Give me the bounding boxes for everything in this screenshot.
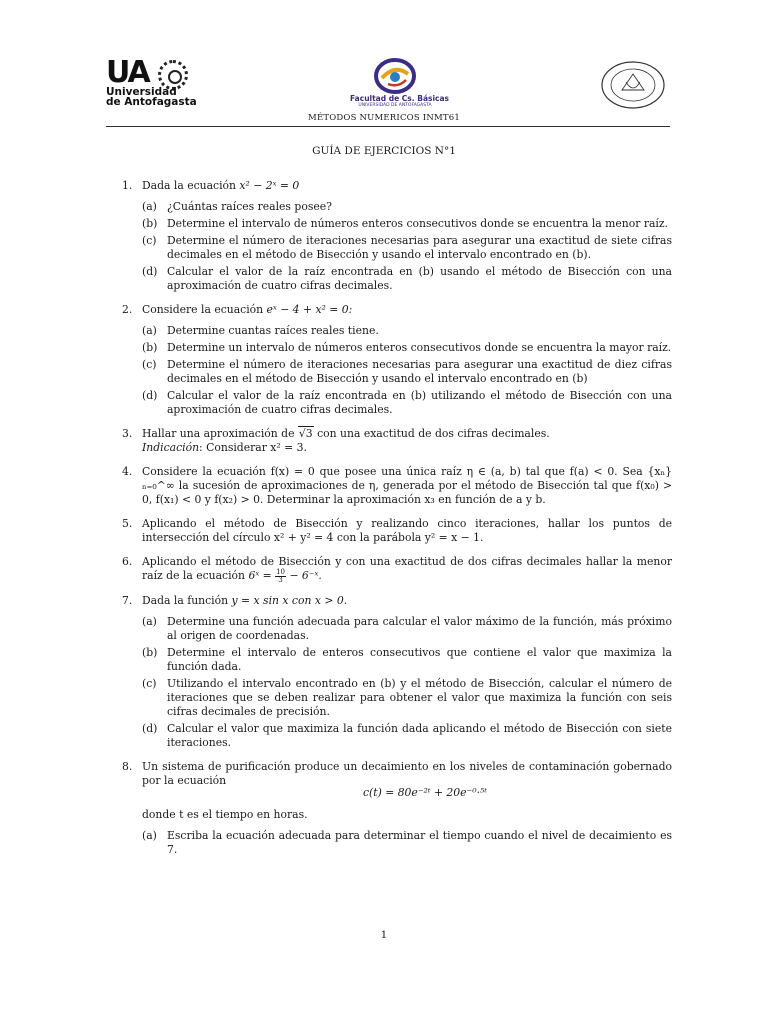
problem-text: Considere la ecuación xyxy=(142,303,264,316)
problem-text: Un sistema de purificación produce un decaimiento en los niveles de contaminación gobernado por la ecuación xyxy=(142,760,672,787)
list-item: (d) Calcular el valor de la raíz encontrada en (b) utilizando el método de Bisección con una aproximación de cuatro cifras decimales. xyxy=(142,389,672,416)
problem-text: Dada la ecuación xyxy=(142,179,236,192)
faculty-subtitle: UNIVERSIDAD DE ANTOFAGASTA xyxy=(358,103,432,108)
problem-6 xyxy=(122,555,672,584)
problem-math: eˣ − 4 + x² = 0: xyxy=(266,303,353,316)
faculty-name: Facultad de Cs. Básicas xyxy=(350,94,450,103)
problem-math: − 6⁻ˣ. xyxy=(289,569,322,582)
page-title: GUÍA DE EJERCICIOS N°1 xyxy=(312,145,456,157)
list-item: (a) Determine una función adecuada para calcular el valor máximo de la función, más próximo al origen de coordenadas. xyxy=(142,615,672,642)
seal-ring-icon xyxy=(600,60,666,110)
hint-text: : Considerar x² = 3. xyxy=(199,441,307,454)
course-code: MÉTODOS NUMERICOS INMT61 xyxy=(308,113,460,123)
faculty-logo xyxy=(350,58,450,114)
problem-8 xyxy=(122,760,672,857)
problem-math: x² − 2ˣ = 0 xyxy=(239,179,300,192)
header-rule xyxy=(106,126,670,127)
list-item: (d) Calcular el valor que maximiza la función dada aplicando el método de Bisección con siete iteraciones. xyxy=(142,722,672,749)
page-number: 1 xyxy=(380,929,388,941)
problem-number: 8. xyxy=(122,760,133,773)
problem-5 xyxy=(122,517,672,545)
problem-number: 4. xyxy=(122,465,133,478)
university-logo-letters: UA xyxy=(106,55,149,90)
department-seal xyxy=(600,60,666,110)
problem-number: 7. xyxy=(122,594,133,607)
problem-4 xyxy=(122,465,672,507)
faculty-emblem-icon xyxy=(372,58,418,94)
list-item: (d) Calcular el valor de la raíz encontrada en (b) usando el método de Bisección con una aproximación de cuatro cifras decimales. xyxy=(142,265,672,292)
list-item: (b) Determine el intervalo de enteros consecutivos que contiene el valor que maximiza la función dada. xyxy=(142,646,672,673)
list-item: (c) Determine el número de iteraciones necesarias para asegurar una exactitud de siete cifras decimales en el método de Bisección y usando el intervalo encontrado en (b). xyxy=(142,234,672,261)
hint-label: Indicación xyxy=(142,441,200,454)
problem-text: donde t es el tiempo en horas. xyxy=(142,808,308,821)
university-name-line1: Universidad xyxy=(106,86,177,98)
problem-number: 3. xyxy=(122,427,133,440)
university-logo xyxy=(106,55,197,108)
problem-text: con una exactitud de dos cifras decimales. xyxy=(317,427,550,440)
problem-3 xyxy=(122,427,672,455)
problem-number: 2. xyxy=(122,303,133,316)
problem-text: Dada la función xyxy=(142,594,229,607)
list-item: (a) Escriba la ecuación adecuada para determinar el tiempo cuando el nivel de decaimiento es 7. xyxy=(142,829,672,856)
list-item: (c) Utilizando el intervalo encontrado en (b) y el método de Bisección, calcular el número de iteraciones que se deben realizar para obtener el valor que maximiza la función con seis cifras decimales de precisión. xyxy=(142,677,672,718)
problem-text: Aplicando el método de Bisección y con una exactitud de dos cifras decimales hallar la menor raíz de la ecuación xyxy=(142,555,672,582)
problem-text: Considere la ecuación f(x) = 0 que posee una única raíz η ∈ (a, b) tal que f(a) < 0. Sea {xₙ}ₙ₌₀^∞ la sucesión de aproximaciones de η, generada por el método de Bisección tal que f(x₀) > 0, f(x₁) < 0 y f(x₂) > 0. Determinar la aproximación x₃ en función de a y b. xyxy=(142,465,672,506)
problem-text: Hallar una aproximación de xyxy=(142,427,295,440)
problem-math: y = x sin x con x > 0. xyxy=(231,594,348,607)
problem-text: Aplicando el método de Bisección y realizando cinco iteraciones, hallar los puntos de intersección del círculo x² + y² = 4 con la parábola y² = x − 1. xyxy=(142,517,672,544)
problem-number: 5. xyxy=(122,517,133,530)
problem-math: 6ˣ = xyxy=(248,569,272,582)
problem-number: 6. xyxy=(122,555,133,568)
list-item: (a) ¿Cuántas raíces reales posee? xyxy=(142,200,332,213)
list-item: (c) Determine el número de iteraciones necesarias para asegurar una exactitud de diez cifras decimales en el método de Bisección y usando el intervalo encontrado en (b) xyxy=(142,358,672,385)
list-item: (b) Determine el intervalo de números enteros consecutivos donde se encuentra la menor raíz. xyxy=(142,217,668,230)
problem-math: √3 xyxy=(298,427,313,440)
list-item: (b) Determine un intervalo de números enteros consecutivos donde se encuentra la mayor raíz. xyxy=(142,341,672,354)
problem-list xyxy=(122,179,672,867)
display-equation: c(t) = 80e⁻²ᵗ + 20e⁻⁰·⁵ᵗ xyxy=(362,786,487,799)
university-name-line2: de Antofagasta xyxy=(106,96,197,108)
problem-7 xyxy=(122,594,672,750)
problem-number: 1. xyxy=(122,179,133,192)
problem-1 xyxy=(122,179,672,293)
list-item: (a) Determine cuantas raíces reales tiene. xyxy=(142,324,379,337)
fraction: $\frac{10}{3}$ xyxy=(276,568,285,584)
problem-2 xyxy=(122,303,672,417)
